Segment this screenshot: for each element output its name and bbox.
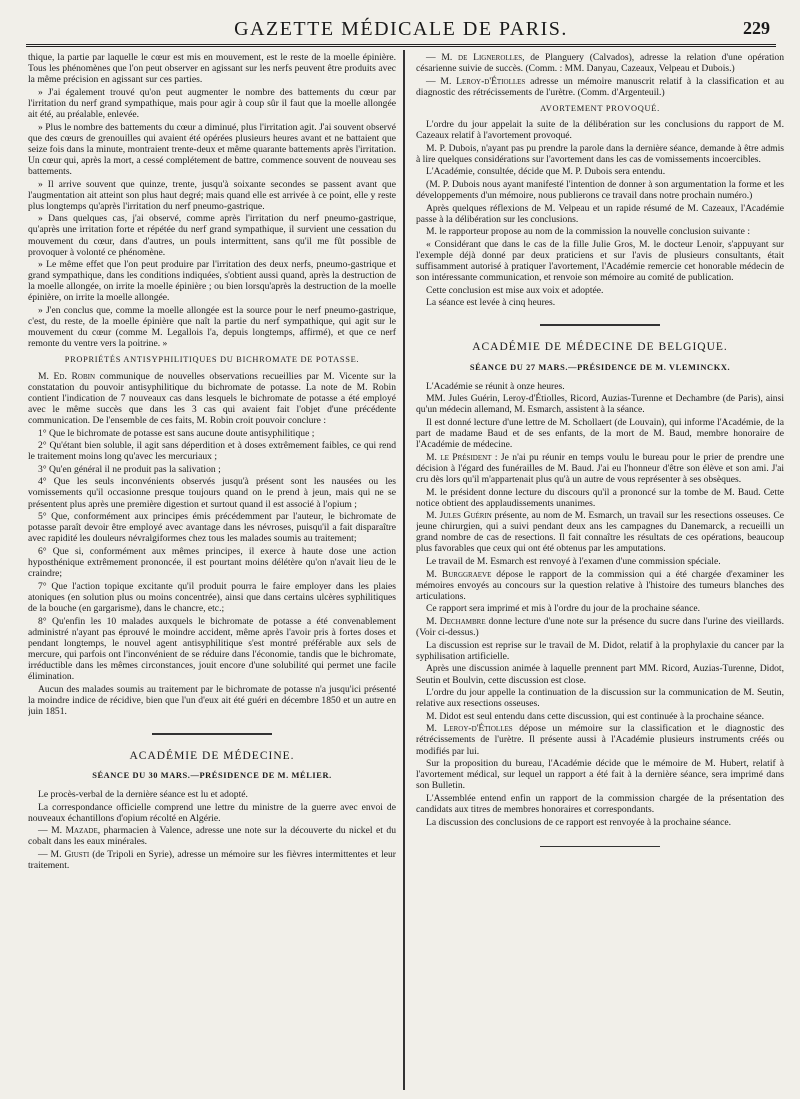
author-name: M. Dechambre — [426, 616, 486, 628]
paragraph-text: communique de nouvelles observations recueillies par M. Vicente sur la constatation du pouvoir antisyphilitique du bichromate de potasse. La note de M. Robin contient l'indication de 7 nouveaux cas dans lesquels le bichromate de potasse a été employé avec le même succès que dans les 3 cas qui avaient fait l'objet d'une précédente communication. De l'ensemble de ces faits, M. Robin croit pouvoir conclure : — [28, 370, 396, 426]
article-paragraph: L'Académie se réunit à onze heures. — [426, 380, 565, 392]
paragraph-text: donne lecture d'une note sur la présence du sucre dans l'urine des vieillards. (Voir ci-dessus.) — [416, 616, 784, 639]
section-heading-belgique: ACADÉMIE DE MÉDECINE DE BELGIQUE. — [472, 341, 728, 354]
list-item: 7° Que l'action topique excitante qu'il produit pourra le faire employer dans les plaies atoniques (en solution plus ou moins concentrée), ainsi que dans certains ulcères syphilitiques de la bouche (en gargarisme), dans le chancre, etc.; — [28, 580, 396, 614]
article-paragraph: Le travail de M. Esmarch est renvoyé à l'examen d'une commission spéciale. — [426, 556, 721, 568]
article-paragraph: Après quelques réflexions de M. Velpeau et un rapide résumé de M. Cazeaux, l'Académie passe à la délibération sur les conclusions. — [416, 202, 784, 225]
paragraph-text: de Planguery (Calvados), adresse la relation d'une opération césarienne suivie de succès. (Comm. : MM. Danyau, Cazeaux, Velpeau et Dubois.) — [416, 52, 784, 75]
article-paragraph: La séance est levée à cinq heures. — [426, 297, 556, 309]
article-paragraph: Sur la proposition du bureau, l'Académie décide que le mémoire de M. Hubert, relatif à l'avortement médical, sur lequel un rapport a été fait à la dernière séance, sera imprimé dans son Bulletin. — [416, 758, 784, 792]
article-paragraph: Après une discussion animée à laquelle prennent part MM. Ricord, Auzias-Turenne, Didot, Seutin et Boulvin, cette discussion est close. — [416, 663, 784, 686]
article-paragraph: MM. Jules Guérin, Leroy-d'Étiolles, Ricord, Auzias-Turenne et Dechambre (de Paris), ainsi qu'un médecin allemand, M. Esmarch, assistent à la séance. — [416, 393, 784, 416]
article-paragraph: Ce rapport sera imprimé et mis à l'ordre du jour de la prochaine séance. — [426, 603, 700, 615]
list-item: 6° Que si, conformément aux mêmes principes, il exerce à haute dose une action hyposthénique extrêmement prononcée, il est pourtant moins délétère qu'on n'avait lieu de le craindre; — [28, 545, 396, 580]
paragraph-text: (de Tripoli en Syrie), adresse un mémoire sur les fièvres intermittentes et leur traitement. — [28, 849, 396, 872]
author-name: M. Jules Guérin — [426, 510, 492, 522]
article-paragraph: M. Didot est seul entendu dans cette discussion, qui est continuée à la prochaine séance. — [426, 710, 765, 722]
end-rule — [540, 846, 660, 847]
author-name: M. Ed. Robin — [38, 370, 95, 382]
list-item: 5° Que, conformément aux principes émis précédemment par l'auteur, le bichromate de potasse paraît devoir être employé avec avantage dans les névroses, puisqu'il a fait disparaître avec rapidité les douleurs névralgiformes chez tous les malades soumis au traitement; — [28, 511, 396, 545]
article-paragraph — [416, 616, 784, 638]
paragraph-text: dépose un mémoire sur la classification et le diagnostic des rétrécissements de l'urètre. Il présente aussi à l'Académie plusieurs instruments créés ou modifiés par lui. — [416, 723, 784, 757]
header-rule — [26, 44, 776, 47]
article-paragraph: » Il arrive souvent que quinze, trente, jusqu'à soixante secondes se passent avant que l'augmentation ait atteint son plus haut degré; mais quand elle est arrivée à ce point, elle y reste plus longtemps qu'après l'irritation du nerf pneumo-gastrique. — [28, 178, 396, 212]
author-name: — M. Leroy-d'Étiolles — [426, 75, 526, 87]
paragraph-text: dépose le rapport de la commission qui a été chargée d'examiner les mémoires envoyés au concours sur la question relative à l'histoire des tumeurs blanches des articulations. — [416, 568, 784, 602]
article-paragraph: » Le même effet que l'on peut produire par l'irritation des deux nerfs, pneumo-gastrique et grand sympathique, dans les conditions indiquées, s'obtient aussi quand, après la destruction de la moelle allongée, on irrite la moelle épinière ; ou bien lorsqu'après la destruction de la moelle épinière, on irrite la moelle allongée. — [28, 259, 396, 304]
article-paragraph: » Plus le nombre des battements du cœur a diminué, plus l'irritation agit. J'ai souvent observé que des cœurs de grenouilles qui avaient été opérées plusieurs heures avant et ne battaient que seize fois dans la minute, montraient trente-deux et même quarante battements après l'irritation. Un cœur qui, après la mort, a cessé complétement de battre, commence souvent de nouveau ses battements. — [28, 121, 396, 177]
author-name: M. Burggraeve — [426, 568, 492, 580]
article-paragraph: Le procès-verbal de la dernière séance est lu et adopté. — [38, 789, 248, 801]
page-header — [26, 14, 776, 44]
list-item: 3° Qu'en général il ne produit pas la salivation ; — [38, 463, 221, 475]
article-paragraph: Il est donné lecture d'une lettre de M. Schollaert (de Louvain), qui informe l'Académie, de la part de madame Baud et de ses enfants, de la mort de M. Baud, membre honoraire de l'Académie de médecine. — [416, 416, 784, 451]
column-divider — [403, 50, 405, 1090]
article-paragraph — [416, 52, 784, 74]
author-name: — M. de Lignerolles, — [426, 52, 525, 63]
list-item: 8° Qu'enfin les 10 malades auxquels le bichromate de potasse a été convenablement administré n'ayant pas éprouvé le moindre accident, même après l'avoir pris à fortes doses et pendant longtemps, le nouvel agent antisyphilitique s'est montré préférable aux sels de mercure, qui parfois ont l'inconvénient de se réduire dans l'économie, tandis que le bichromate, irréductible dans les mêmes circonstances, jouit encore d'une solubilité qui permet une facile élimination. — [28, 615, 396, 682]
article-paragraph: » J'ai également trouvé qu'on peut augmenter le nombre des battements du cœur par l'irritation du nerf grand sympathique, mais pour agir à coup sûr il faut que la moelle allongée ait été, au préalable, enlevée. — [28, 86, 396, 120]
article-paragraph: L'ordre du jour appelle la continuation de la discussion sur la communication de M. Seutin, relative aux resections osseuses. — [416, 687, 784, 710]
article-paragraph: La discussion des conclusions de ce rapport est renvoyée à la prochaine séance. — [426, 816, 732, 828]
section-divider — [152, 733, 272, 735]
article-paragraph: « Considérant que dans le cas de la fille Julie Gros, M. le docteur Lenoir, s'appuyant sur l'exemple déjà donné par deux praticiens et sur l'avis de plusieurs consultants, était suffisamment autorisé à pratiquer l'avortement, l'Académie remercie cet honorable médecin de son intéressante communication, et renvoie son mémoire au comité de publication. — [416, 238, 784, 284]
author-name: M. Leroy-d'Étiolles — [426, 723, 513, 735]
article-paragraph: L'ordre du jour appelait la suite de la délibération sur les conclusions du rapport de M. Cazeaux relatif à l'avortement provoqué. — [416, 118, 784, 142]
list-item: 2° Qu'étant bien soluble, il agit sans déperdition et à doses extrêmement faibles, ce qui rend le traitement moins long qu'avec les mercuriaux ; — [28, 440, 396, 463]
paragraph-text: adresse un mémoire manuscrit relatif à la classification et au diagnostic des rétrécissements de l'urètre. (Comm. d'Argenteuil.) — [416, 75, 784, 98]
section-heading-bichromate: PROPRIÉTÉS ANTISYPHILITIQUES DU BICHROMATE DE POTASSE. — [64, 355, 360, 365]
seance-heading: SÉANCE DU 27 MARS.—PRÉSIDENCE DE M. VLEMINCKX. — [469, 362, 731, 372]
author-name: — M. Giusti — [38, 849, 90, 860]
article-paragraph: La correspondance officielle comprend une lettre du ministre de la guerre avec envoi de nouveaux échantillons d'opium récolté en Algérie. — [28, 801, 396, 824]
article-paragraph — [416, 452, 784, 485]
article-paragraph: » J'en conclus que, comme la moelle allongée est la source pour le nerf pneumo-gastrique, c'est, du reste, de la moelle épinière que naît la partie du nerf sympathique, qui agit sur le mouvement du cœur (comme M. Legallois l'a, depuis longtemps, affirmé), et que ce nerf remonte du ventre vers la poitrine. » — [28, 305, 396, 350]
article-paragraph: » Dans quelques cas, j'ai observé, comme après l'irritation du nerf pneumo-gastrique, qu'après une irritation forte et répétée du nerf grand sympathique, il survient une cessation du mouvement du cœur, dans d'autres, un pouls intermittent, sans qu'il me fût possible de provoquer à volonté ce phénomène. — [28, 213, 396, 258]
article-paragraph — [416, 510, 784, 554]
article-paragraph — [28, 825, 396, 847]
section-heading-avortement: AVORTEMENT PROVOQUÉ. — [540, 103, 660, 113]
right-column — [416, 52, 784, 1092]
left-column — [28, 52, 396, 1092]
article-paragraph: L'Assemblée entend enfin un rapport de la commission chargée de la présentation des candidats aux titres de membres honoraires et correspondants. — [416, 792, 784, 816]
list-item: 1° Que le bichromate de potasse est sans aucune doute antisyphilitique ; — [38, 427, 315, 439]
section-heading-academie: ACADÉMIE DE MÉDECINE. — [129, 749, 295, 762]
article-paragraph: thique, la partie par laquelle le cœur est mis en mouvement, est le reste de la moelle épinière. Tous les phénomènes que l'on peut observer en agissant sur les nerfs peuvent être produits avec la même précision en agissant sur ces parties. — [28, 52, 396, 86]
paragraph-text: présente, au nom de M. Esmarch, un travail sur les resections osseuses. Ce jeune chirurgien, qui a suivi pendant deux ans les campagnes du Danemarck, a recueilli un grand nombre de cas de resections. Il fait connaître les résultats de ces opérations, beaucoup plus favorables que ceux qui ont été obtenus par les amputations. — [416, 510, 784, 555]
article-paragraph — [416, 76, 784, 98]
article-paragraph — [28, 849, 396, 871]
author-name: M. le Président — [426, 451, 492, 463]
article-paragraph: Aucun des malades soumis au traitement par le bichromate de potasse n'a jusqu'ici présenté la moindre indice de récidive, bien que l'un d'eux ait été guéri en décembre 1850 et un autre en juin 1851. — [28, 683, 396, 717]
seance-heading: SÉANCE DU 30 MARS.—PRÉSIDENCE DE M. MÉLIER. — [92, 770, 332, 780]
page-number: 229 — [743, 18, 770, 38]
article-paragraph: L'Académie, consultée, décide que M. P. Dubois sera entendu. — [426, 166, 666, 178]
author-name: — M. Mazade, — [38, 825, 101, 837]
article-paragraph: M. P. Dubois, n'ayant pas pu prendre la parole dans la dernière séance, demande à être admis à lire quelques considérations sur l'avortement dans les cas de vomissements incoercibles. — [416, 142, 784, 165]
article-paragraph: La discussion est reprise sur le travail de M. Didot, relatif à la prophylaxie du cancer par la syphilisation artificielle. — [416, 639, 784, 662]
article-paragraph: M. le rapporteur propose au nom de la commission la nouvelle conclusion suivante : — [426, 226, 750, 238]
article-paragraph — [416, 569, 784, 602]
article-paragraph: (M. P. Dubois nous ayant manifesté l'intention de donner à son argumentation la forme et les développements d'un mémoire, nous publierons ce travail dans notre prochain numéro.) — [416, 178, 784, 202]
article-paragraph — [416, 723, 784, 756]
article-paragraph: Cette conclusion est mise aux voix et adoptée. — [426, 284, 604, 296]
paragraph-text: : Je n'ai pu réunir en temps voulu le bureau pour le prier de prendre une décision à l'égard des funérailles de M. Baud. J'ai eu l'honneur d'être son élève et son ami. J'ai cru dès lors qu'il m'appartenait plus qu'à un autre de vous représenter à ses obsèques. — [416, 451, 784, 485]
section-divider — [540, 324, 660, 326]
list-item: 4° Que les seuls inconvénients observés jusqu'à présent sont les nausées ou les vomissements qu'il occasionne presque toujours quand on le prend à jeun, mais qui ne se présentent plus après une première digestion et surtout quand il est associé à l'opium ; — [28, 476, 396, 510]
journal-title: GAZETTE MÉDICALE DE PARIS. — [234, 18, 568, 40]
article-paragraph — [28, 371, 396, 426]
paragraph-text: pharmacien à Valence, adresse une note sur la découverte du nickel et du cobalt dans les eaux minérales. — [28, 825, 396, 848]
article-paragraph: M. le président donne lecture du discours qu'il a prononcé sur la tombe de M. Baud. Cette notice obtient des applaudissements unanimes. — [416, 486, 784, 509]
